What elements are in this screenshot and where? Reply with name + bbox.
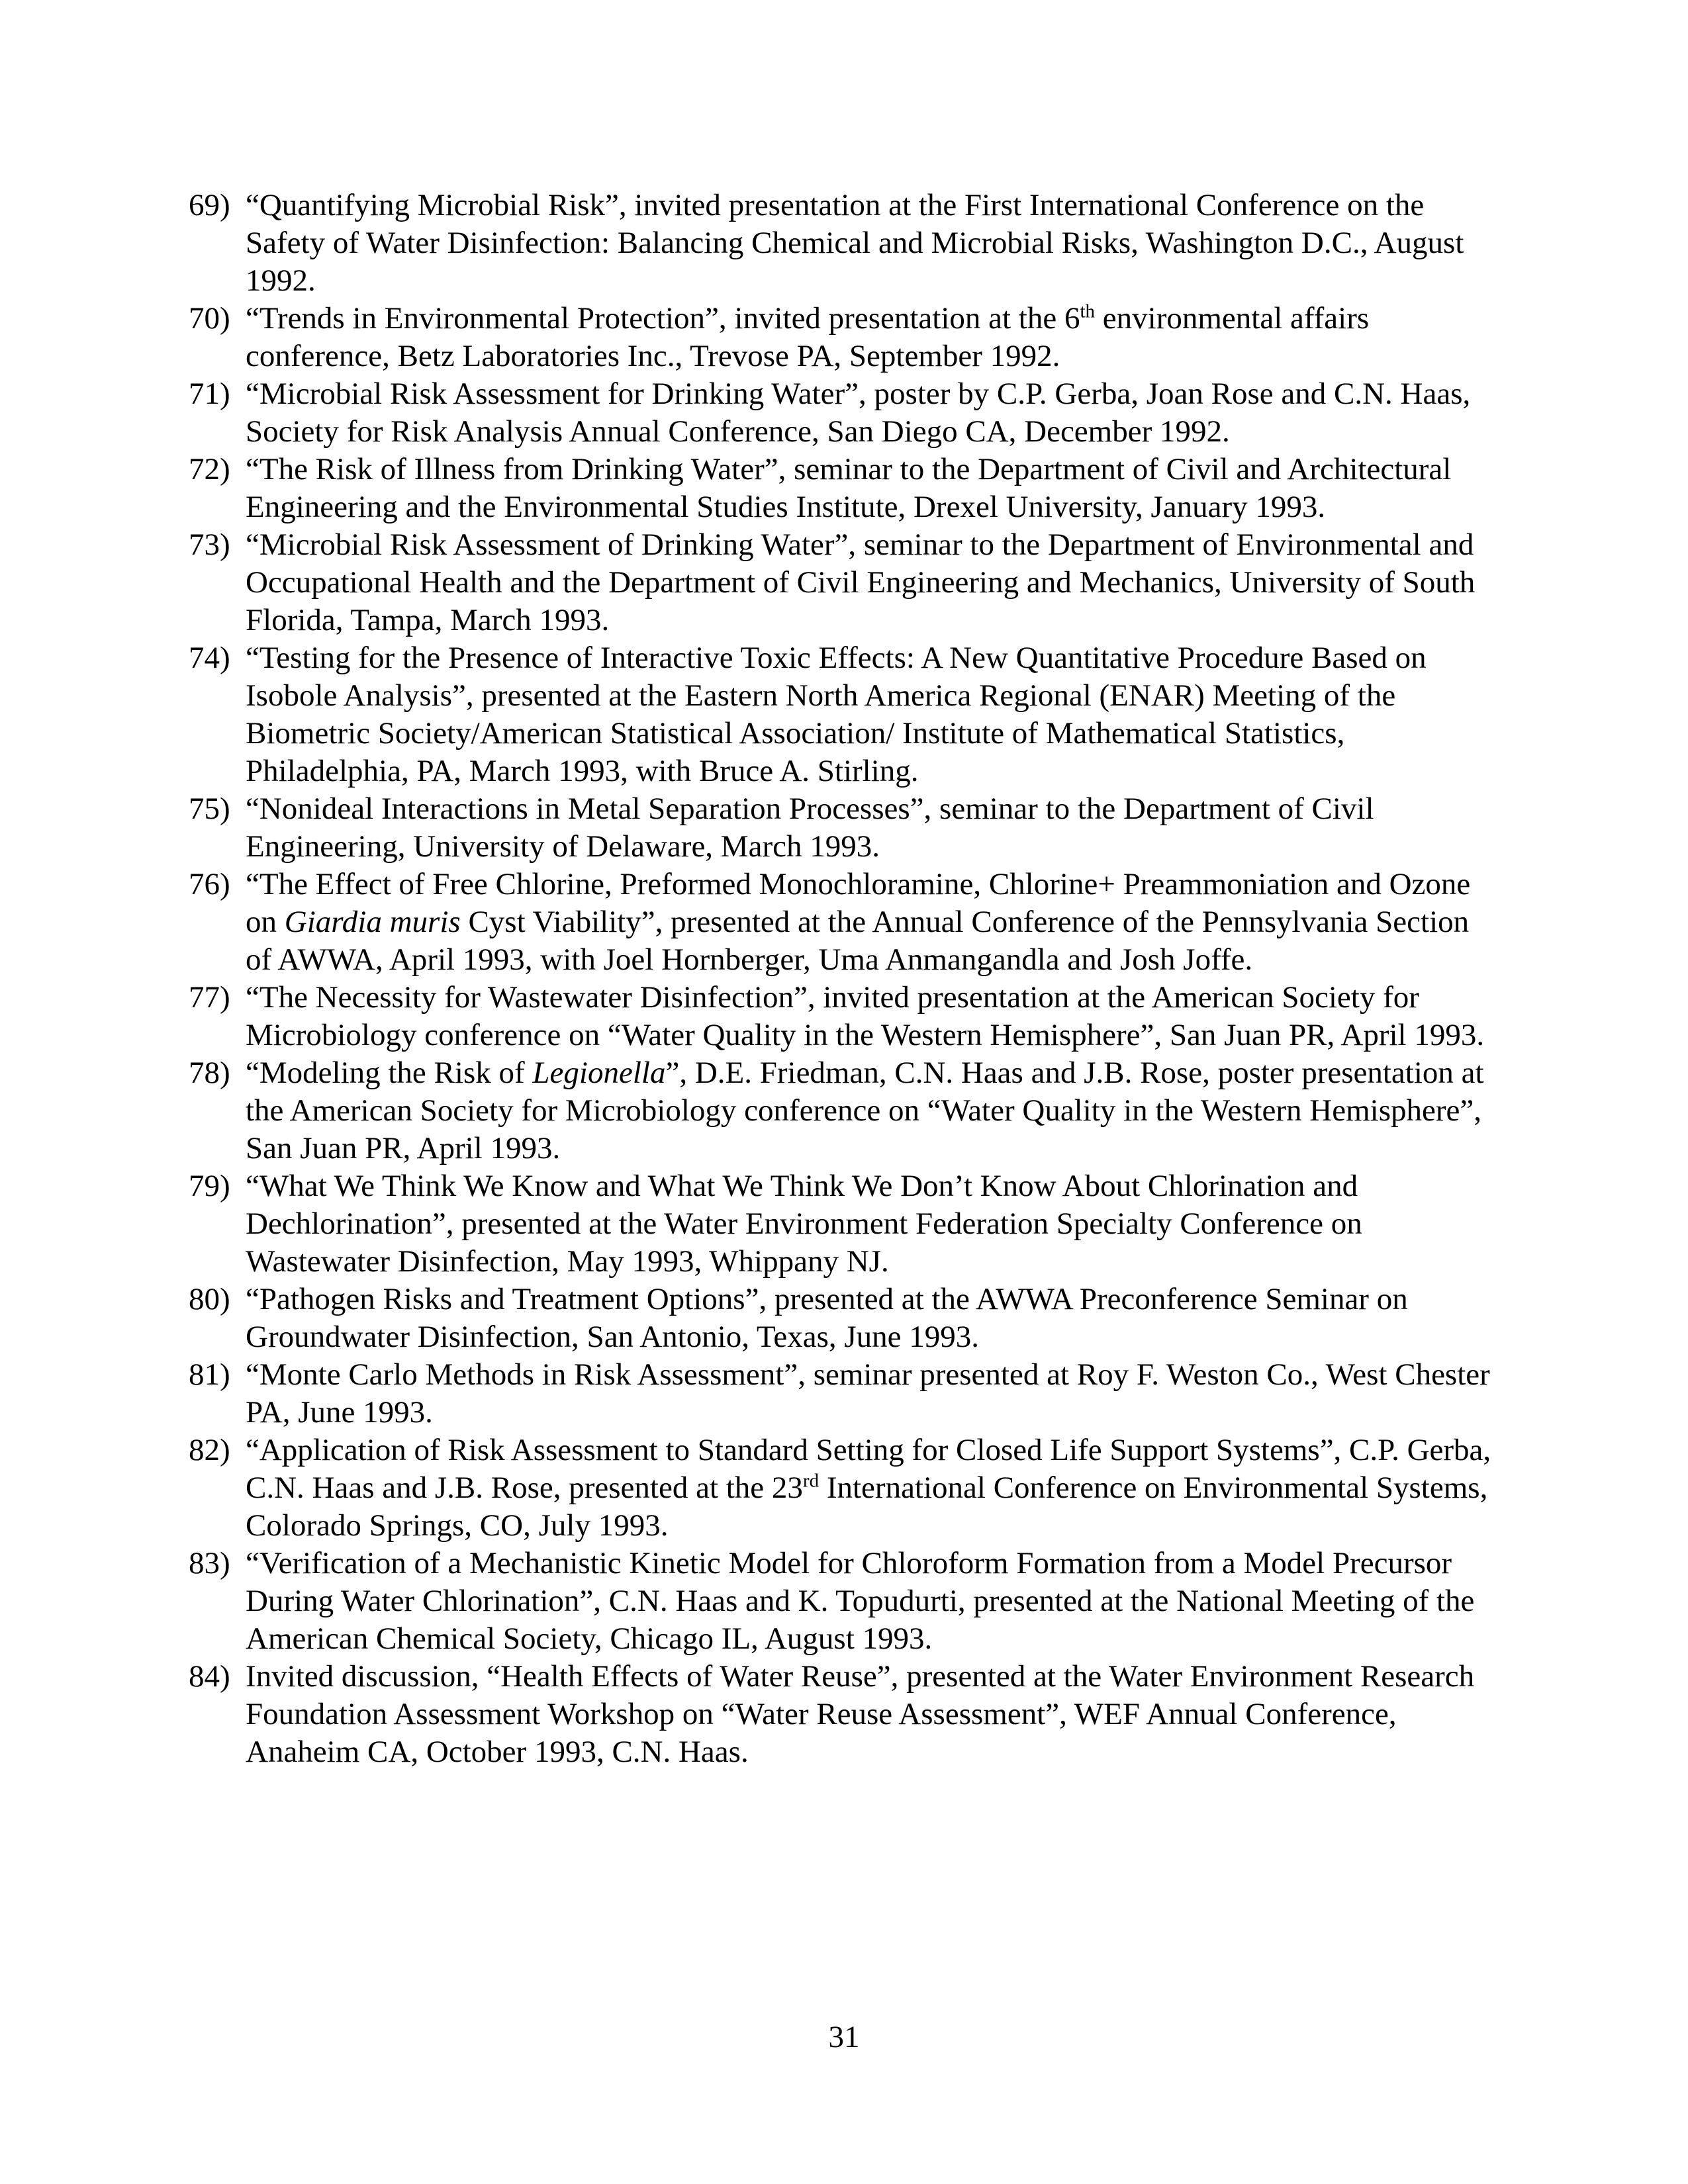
- list-item: [189, 300, 1503, 375]
- entry-number: 78): [189, 1056, 230, 1090]
- entry-text-part: “Modeling the Risk of: [246, 1056, 533, 1090]
- ordinal-suffix: th: [1080, 300, 1096, 322]
- list-item: [189, 1432, 1503, 1545]
- entry-number: 84): [189, 1659, 230, 1694]
- species-name: Giardia muris: [284, 905, 461, 939]
- entry-number: 77): [189, 980, 230, 1015]
- entry-number: 81): [189, 1357, 230, 1392]
- entry-text: [246, 867, 1470, 977]
- entry-text-part: “Application of Risk Assessment to Standard Setting for Closed Life Support Systems”, C.P. Gerba, C.N. Haas and J.B. Rose, presented at the 23: [246, 1433, 1491, 1505]
- list-item: [189, 1545, 1503, 1658]
- species-name: Legionella: [532, 1056, 666, 1090]
- entry-text: “The Risk of Illness from Drinking Water”, seminar to the Department of Civil and Architectural Engineering and the Environmental Studies Institute, Drexel University, January 1993.: [246, 452, 1452, 524]
- entry-text: “What We Think We Know and What We Think We Don’t Know About Chlorination and Dechlorination”, presented at the Water Environment Federation Specialty Conference on Wastewater Disinfection, May 1993, Whippany NJ.: [246, 1169, 1362, 1279]
- list-item: [189, 1054, 1503, 1167]
- entry-text: “Monte Carlo Methods in Risk Assessment”, seminar presented at Roy F. Weston Co., West Chester PA, June 1993.: [246, 1357, 1490, 1430]
- entry-number: 69): [189, 188, 230, 222]
- entry-text: Invited discussion, “Health Effects of Water Reuse”, presented at the Water Environment Research Foundation Assessment Workshop on “Water Reuse Assessment”, WEF Annual Conference, Anaheim CA, October 1993, C.N. Haas.: [246, 1659, 1475, 1769]
- entry-text: [246, 301, 1369, 373]
- list-item: [189, 1658, 1503, 1771]
- entry-number: 79): [189, 1169, 230, 1203]
- entry-text: [246, 1433, 1491, 1543]
- list-item: [189, 1281, 1503, 1356]
- entry-text: “Pathogen Risks and Treatment Options”, presented at the AWWA Preconference Seminar on Groundwater Disinfection, San Antonio, Texas, June 1993.: [246, 1282, 1408, 1354]
- entry-text: “Microbial Risk Assessment for Drinking Water”, poster by C.P. Gerba, Joan Rose and C.N. Haas, Society for Risk Analysis Annual Conference, San Diego CA, December 1992.: [246, 377, 1471, 449]
- list-item: [189, 866, 1503, 979]
- entry-text-part: “Trends in Environmental Protection”, invited presentation at the 6: [246, 301, 1080, 336]
- list-item: [189, 526, 1503, 639]
- entry-number: 82): [189, 1433, 230, 1467]
- entry-text-part: environmental affairs conference, Betz Laboratories Inc., Trevose PA, September 1992.: [246, 301, 1370, 373]
- list-item: [189, 1356, 1503, 1432]
- list-item: [189, 375, 1503, 451]
- entry-text: “Testing for the Presence of Interactive Toxic Effects: A New Quantitative Procedure Based on Isobole Analysis”, presented at the Eastern North America Regional (ENAR) Meeting of the Biometric Society/American Statistical Association/ Institute of Mathematical Statistics, Philadelphia, PA, March 1993, with Bruce A. Stirling.: [246, 641, 1427, 788]
- entry-number: 75): [189, 792, 230, 826]
- list-item: [189, 790, 1503, 866]
- entry-text: “Verification of a Mechanistic Kinetic Model for Chloroform Formation from a Model Precursor During Water Chlorination”, C.N. Haas and K. Topudurti, presented at the National Meeting of the American Chemical Society, Chicago IL, August 1993.: [246, 1546, 1475, 1656]
- entry-number: 70): [189, 301, 230, 336]
- entry-number: 74): [189, 641, 230, 675]
- entry-text: “Quantifying Microbial Risk”, invited presentation at the First International Conference on the Safety of Water Disinfection: Balancing Chemical and Microbial Risks, Washington D.C., August 1992.: [246, 188, 1464, 298]
- entry-number: 80): [189, 1282, 230, 1316]
- list-item: [189, 1167, 1503, 1281]
- entry-text-part: Cyst Viability”, presented at the Annual Conference of the Pennsylvania Section of AWWA, April 1993, with Joel Hornberger, Uma Anmangandla and Josh Joffe.: [246, 905, 1470, 977]
- page-number: 31: [828, 2020, 860, 2054]
- entry-text-part: “The Effect of Free Chlorine, Preformed Monochloramine, Chlorine+ Preammoniation and Ozone on: [246, 867, 1471, 939]
- entry-text: “Microbial Risk Assessment of Drinking Water”, seminar to the Department of Environmental and Occupational Health and the Department of Civil Engineering and Mechanics, University of South Florida, Tampa, March 1993.: [246, 527, 1476, 637]
- entry-number: 72): [189, 452, 230, 486]
- entry-text: “Nonideal Interactions in Metal Separation Processes”, seminar to the Department of Civil Engineering, University of Delaware, March 1993.: [246, 792, 1374, 864]
- ordinal-suffix: rd: [802, 1470, 820, 1492]
- list-item: [189, 451, 1503, 526]
- entry-text: “The Necessity for Wastewater Disinfection”, invited presentation at the American Society for Microbiology conference on “Water Quality in the Western Hemisphere”, San Juan PR, April 1993.: [246, 980, 1485, 1052]
- entry-number: 83): [189, 1546, 230, 1580]
- list-item: [189, 639, 1503, 790]
- entry-number: 71): [189, 377, 230, 411]
- entry-text-part: ”, D.E. Friedman, C.N. Haas and J.B. Rose, poster presentation at the American Society for Microbiology conference on “Water Quality in the Western Hemisphere”, San Juan PR, April 1993.: [246, 1056, 1484, 1165]
- presentation-list: [189, 187, 1503, 1771]
- entry-number: 76): [189, 867, 230, 901]
- entry-text-part: International Conference on Environmental Systems, Colorado Springs, CO, July 1993.: [246, 1471, 1488, 1543]
- entry-text: [246, 1056, 1484, 1165]
- entry-number: 73): [189, 527, 230, 562]
- list-item: [189, 979, 1503, 1054]
- list-item: [189, 187, 1503, 300]
